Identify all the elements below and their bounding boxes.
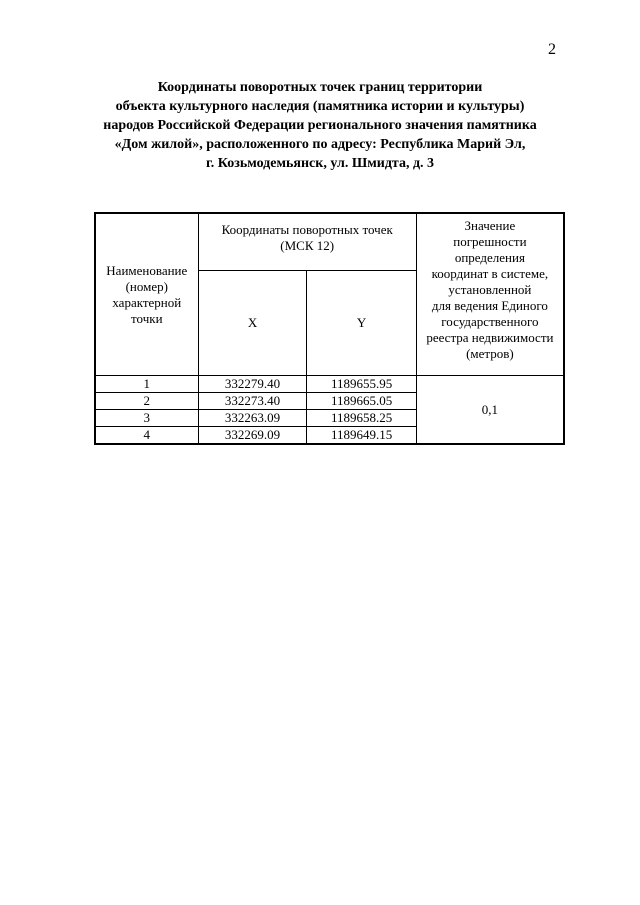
x-value: 332263.09 bbox=[198, 410, 307, 427]
header-line: Наименование bbox=[106, 262, 188, 278]
y-value: 1189649.15 bbox=[307, 427, 416, 445]
header-line: определения bbox=[454, 250, 525, 265]
header-line: Координаты поворотных точек bbox=[221, 222, 393, 237]
point-number: 1 bbox=[95, 376, 198, 393]
table-row bbox=[95, 376, 564, 393]
y-value: 1189655.95 bbox=[307, 376, 416, 393]
coordinates-table bbox=[94, 212, 565, 445]
header-error bbox=[416, 213, 564, 376]
header-point-name bbox=[95, 213, 198, 376]
x-value: 332269.09 bbox=[198, 427, 307, 445]
header-y: Y bbox=[307, 271, 416, 376]
document-title bbox=[60, 78, 580, 173]
header-line: (метров) bbox=[466, 346, 514, 361]
header-line: характерной bbox=[112, 294, 182, 310]
title-line: «Дом жилой», расположенного по адресу: Республика Марий Эл, bbox=[114, 137, 526, 152]
x-value: 332279.40 bbox=[198, 376, 307, 393]
page-number: 2 bbox=[548, 41, 556, 58]
title-line: народов Российской Федерации регионального значения памятника bbox=[103, 118, 537, 133]
header-line: (номер) bbox=[125, 278, 168, 294]
header-line: реестра недвижимости bbox=[426, 330, 554, 345]
y-value: 1189658.25 bbox=[307, 410, 416, 427]
header-line: (МСК 12) bbox=[280, 238, 335, 253]
header-x: X bbox=[198, 271, 307, 376]
title-line: г. Козьмодемьянск, ул. Шмидта, д. 3 bbox=[205, 156, 435, 171]
header-line: государственного bbox=[441, 314, 539, 329]
header-line: для ведения Единого bbox=[431, 298, 548, 313]
header-line: точки bbox=[131, 310, 163, 326]
y-value: 1189665.05 bbox=[307, 393, 416, 410]
header-coordinates bbox=[198, 213, 416, 271]
point-number: 3 bbox=[95, 410, 198, 427]
point-number: 4 bbox=[95, 427, 198, 445]
header-line: Значение bbox=[464, 218, 516, 233]
header-line: координат в системе, bbox=[431, 266, 549, 281]
title-line: Координаты поворотных точек границ территории bbox=[157, 80, 483, 95]
point-number: 2 bbox=[95, 393, 198, 410]
x-value: 332273.40 bbox=[198, 393, 307, 410]
error-value: 0,1 bbox=[416, 376, 564, 445]
header-line: установленной bbox=[448, 282, 532, 297]
title-line: объекта культурного наследия (памятника истории и культуры) bbox=[115, 99, 525, 114]
header-line: погрешности bbox=[453, 234, 527, 249]
